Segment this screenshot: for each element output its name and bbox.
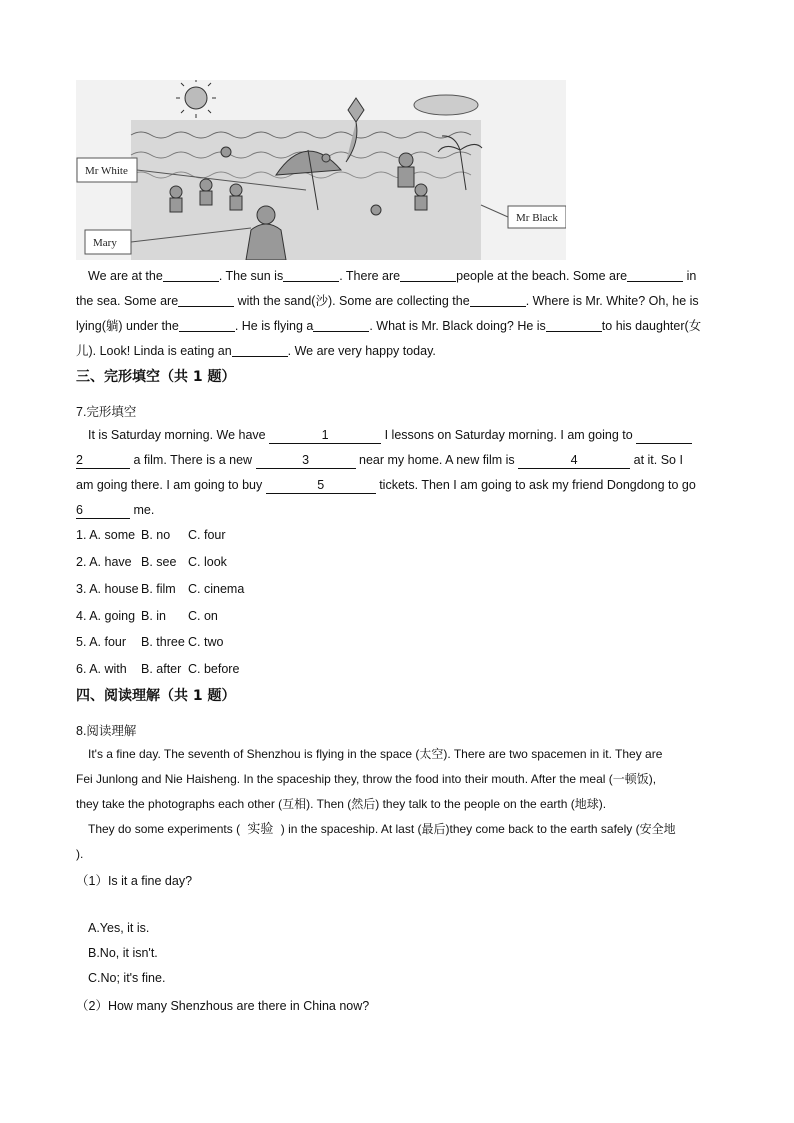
blank-number: 6 (76, 503, 83, 517)
text: near my home. A new film is (359, 453, 515, 467)
text: people at the beach. Some are (456, 269, 628, 283)
answer-option-b[interactable]: B.No, it isn't. (88, 946, 158, 960)
label-mr-white (77, 158, 137, 182)
cloud-icon (414, 95, 478, 115)
text: . Where is Mr. White? Oh, he is (525, 294, 699, 308)
cloze-blank-5[interactable] (266, 477, 376, 494)
answer-blank[interactable] (470, 294, 526, 307)
option-b[interactable]: B. after (141, 662, 182, 676)
text: . There are (339, 269, 401, 283)
text: They do some experiments ( (88, 822, 241, 836)
option-b[interactable]: B. film (141, 582, 176, 596)
option-c[interactable]: C. before (188, 662, 240, 676)
blank-line-4 (76, 343, 436, 359)
blank-line-3 (76, 318, 701, 334)
blank-number: 3 (302, 453, 310, 467)
blank-number: 5 (317, 478, 325, 492)
text: at it. So I (633, 453, 683, 467)
label-mr-black (508, 206, 566, 228)
blank-number: 1 (321, 428, 329, 442)
text: . What is Mr. Black doing? He is (369, 319, 546, 333)
answer-blank[interactable] (546, 319, 602, 332)
reading-line-5: ). (76, 847, 84, 861)
answer-blank[interactable] (232, 344, 288, 357)
answer-blank[interactable] (179, 319, 235, 332)
svg-text:Mr White: Mr White (85, 165, 128, 177)
option-a[interactable]: 6. A. with (76, 662, 127, 676)
cloze-blank-1[interactable] (269, 427, 381, 444)
cloze-blank-3[interactable] (256, 452, 356, 469)
option-c[interactable]: C. look (188, 555, 227, 569)
cloze-blank-2[interactable] (76, 452, 130, 469)
text: . He is flying a (234, 319, 314, 333)
answer-blank[interactable] (163, 269, 219, 282)
question-title-7: 7.完形填空 (76, 405, 137, 419)
answer-blank[interactable] (313, 319, 369, 332)
option-a[interactable]: 2. A. have (76, 555, 132, 569)
reading-line-2: Fei Junlong and Nie Haisheng. In the spaceship they, throw the food into their mouth. After the meal (一顿饭), (76, 772, 657, 786)
text: with the sand(沙). Some are collecting the (234, 294, 470, 308)
option-c[interactable]: C. two (188, 635, 224, 649)
answer-blank[interactable] (283, 269, 339, 282)
answer-blank[interactable] (636, 427, 692, 444)
text: 实验 (247, 821, 274, 836)
text: a film. There is a new (133, 453, 253, 467)
answer-blank[interactable] (178, 294, 234, 307)
text: in (683, 269, 697, 283)
text: me. (133, 503, 155, 517)
text: ) in the spaceship. At last (最后)they come back to the earth safely (安全地 (280, 822, 676, 836)
cloze-line-4 (76, 502, 154, 519)
blank-line-1 (88, 268, 696, 284)
svg-text:Mary: Mary (93, 237, 117, 249)
cloze-line-3 (76, 477, 696, 494)
reading-line-4 (88, 821, 676, 837)
option-c[interactable]: C. on (188, 609, 218, 623)
answer-blank[interactable] (627, 269, 683, 282)
text: the sea. Some are (76, 294, 179, 308)
answer-option-c[interactable]: C.No; it's fine. (88, 971, 166, 985)
text: It is Saturday morning. We have (88, 428, 266, 442)
text: 儿). Look! Linda is eating an (76, 344, 232, 358)
text: am going there. I am going to buy (76, 478, 263, 492)
text: lying(躺) under the (76, 319, 179, 333)
text: We are at the (88, 269, 163, 283)
section-heading-cloze: 三、完形填空（共 1 题） (76, 369, 236, 385)
label-mary (85, 230, 131, 254)
option-b[interactable]: B. see (141, 555, 177, 569)
cloze-blank-4[interactable] (518, 452, 630, 469)
question-title-8: 8.阅读理解 (76, 724, 137, 738)
text: . We are very happy today. (287, 344, 436, 358)
text: . The sun is (218, 269, 284, 283)
blank-number: 2 (76, 453, 83, 467)
cloze-blank-6[interactable] (76, 502, 130, 519)
cloze-line-1 (88, 427, 692, 444)
cloze-line-2 (76, 452, 683, 469)
reading-line-1: It's a fine day. The seventh of Shenzhou is flying in the space (太空). There are two spacemen in it. They are (88, 747, 663, 761)
text: tickets. Then I am going to ask my friend Dongdong to go (379, 478, 696, 492)
beach-illustration (76, 80, 566, 260)
reading-line-3: they take the photographs each other (互相). Then (然后) they talk to the people on the earth (地球). (76, 797, 607, 811)
text: to his daughter(女 (601, 319, 702, 333)
option-b[interactable]: B. in (141, 609, 167, 623)
sub-question-1: （1）Is it a fine day? (76, 874, 193, 888)
option-a[interactable]: 4. A. going (76, 609, 136, 623)
answer-blank[interactable] (400, 269, 456, 282)
option-c[interactable]: C. cinema (188, 582, 245, 596)
option-a[interactable]: 3. A. house (76, 582, 139, 596)
option-b[interactable]: B. no (141, 528, 171, 542)
svg-text:Mr Black: Mr Black (516, 212, 558, 224)
blank-number: 4 (570, 453, 578, 467)
sub-question-2: （2）How many Shenzhous are there in China now? (76, 999, 370, 1013)
answer-option-a[interactable]: A.Yes, it is. (88, 921, 150, 935)
option-a[interactable]: 5. A. four (76, 635, 127, 649)
section-heading-reading: 四、阅读理解（共 1 题） (76, 688, 236, 704)
text: I lessons on Saturday morning. I am going to (384, 428, 633, 442)
blank-line-2 (76, 293, 699, 309)
option-a[interactable]: 1. A. some (76, 528, 136, 542)
option-b[interactable]: B. three (141, 635, 185, 649)
option-c[interactable]: C. four (188, 528, 226, 542)
